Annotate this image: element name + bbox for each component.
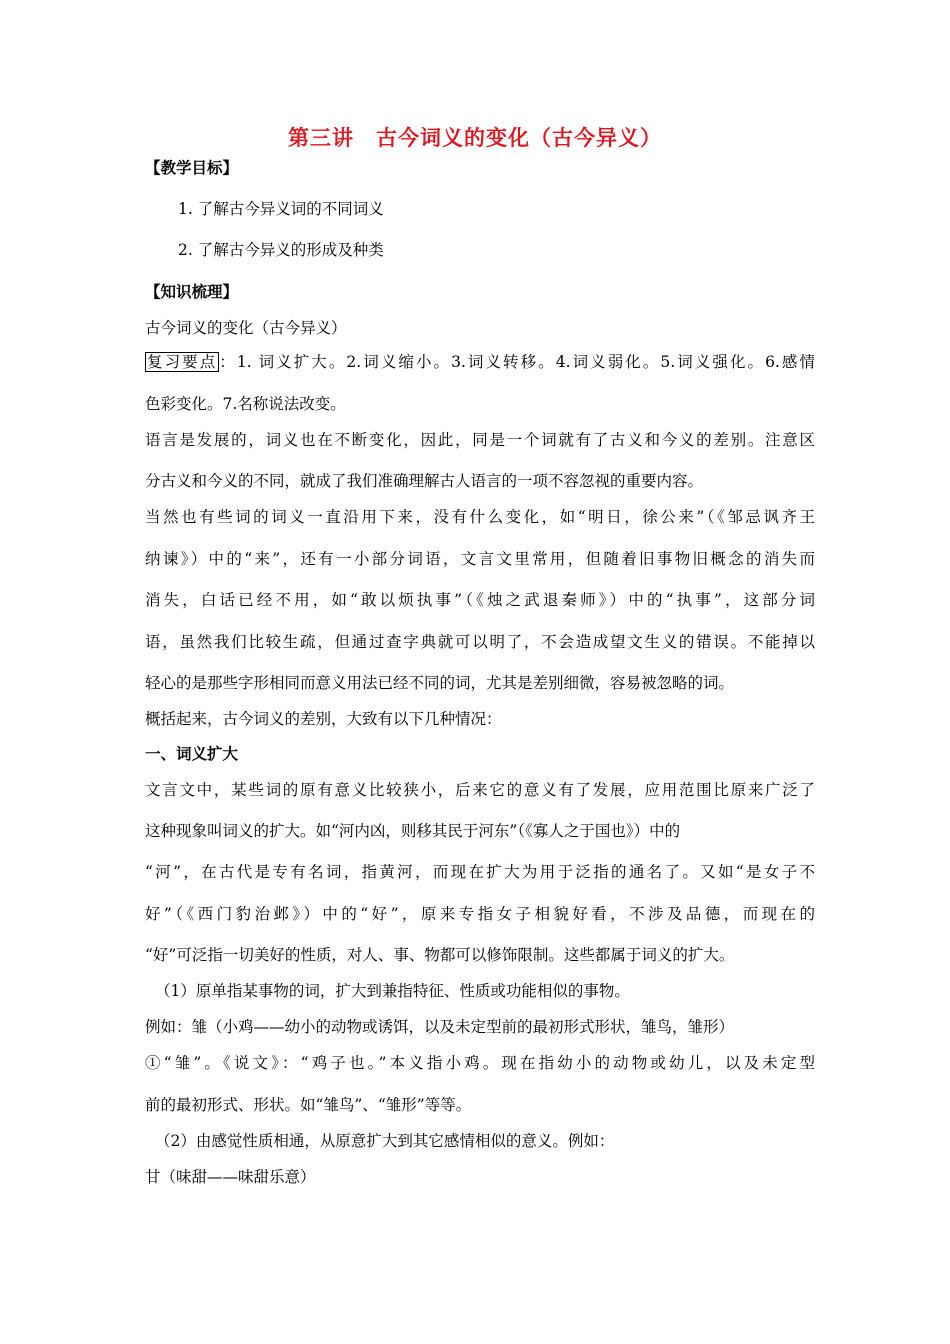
paragraph-line: “河”，在古代是专有名词，指黄河，而现在扩大为用于泛指的通名了。又如“是女子不 bbox=[145, 863, 815, 881]
review-label: 复习要点 bbox=[147, 353, 218, 371]
paragraph-line: 这种现象叫词义的扩大。如“河内凶，则移其民于河东”（《寡人之于国也》）中的 bbox=[145, 822, 681, 840]
example-line: 前的最初形式、形状。如“雏鸟”、“雏形”等等。 bbox=[145, 1096, 472, 1114]
subsection-line: （2）由感觉性质相通，从原意扩大到其它感情相似的意义。例如： bbox=[155, 1132, 615, 1150]
paragraph-line: 轻心的是那些字形相同而意义用法已经不同的词，尤其是差别细微，容易被忽略的词。 bbox=[145, 674, 735, 692]
example-line: ①“雏”。《说文》：“鸡子也。”本义指小鸡。现在指幼小的动物或幼儿，以及未定型 bbox=[145, 1054, 815, 1072]
example-line: 例如：雏（小鸡——幼小的动物或诱饵，以及未定型前的最初形式形状，雏鸟，雏形） bbox=[145, 1018, 735, 1036]
review-line bbox=[145, 352, 815, 372]
paragraph-line: 概括起来，古今词义的差别，大致有以下几种情况： bbox=[145, 710, 502, 728]
subsection-line: （1）原单指某事物的词，扩大到兼指特征、性质或功能相似的事物。 bbox=[155, 982, 630, 1000]
paragraph-line: 语，虽然我们比较生疏，但通过查字典就可以明了，不会造成望文生义的错误。不能掉以 bbox=[145, 633, 815, 651]
paragraph-line: 文言文中，某些词的原有意义比较狭小，后来它的意义有了发展，应用范围比原来广泛了 bbox=[145, 781, 815, 799]
paragraph-line: 纳谏》）中的“来”，还有一小部分词语，文言文里常用，但随着旧事物旧概念的消失而 bbox=[145, 550, 815, 568]
page-title: 第三讲 古今词义的变化（古今异义） bbox=[288, 126, 662, 150]
paragraph-line: 消失，白话已经不用，如“敢以烦执事”（《烛之武退秦师》）中的“执事”，这部分词 bbox=[145, 591, 815, 609]
section-heading: 一、词义扩大 bbox=[145, 745, 239, 763]
review-text: ：1. 词义扩大。2.词义缩小。3.词义转移。4.词义弱化。5.词义强化。6.感情 bbox=[219, 353, 815, 371]
paragraph-line: “好”可泛指一切美好的性质，对人、事、物都可以修饰限制。这些都属于词义的扩大。 bbox=[145, 946, 735, 964]
paragraph-line: 语言是发展的，词义也在不断变化，因此，同是一个词就有了古义和今义的差别。注意区 bbox=[145, 431, 815, 449]
goal-item: 1. 了解古今异义词的不同词义 bbox=[178, 200, 384, 218]
goals-heading: 【教学目标】 bbox=[145, 159, 239, 177]
paragraph-line: 当然也有些词的词义一直沿用下来，没有什么变化，如“明日，徐公来”（《邹忌讽齐王 bbox=[145, 508, 815, 526]
subtitle: 古今词义的变化（古今异义） bbox=[145, 319, 347, 337]
review-line-2: 色彩变化。7.名称说法改变。 bbox=[145, 395, 346, 413]
paragraph-line: 好”（《西门豹治邺》）中的“好”，原来专指女子相貌好看，不涉及品德，而现在的 bbox=[145, 905, 815, 923]
knowledge-heading: 【知识梳理】 bbox=[145, 283, 239, 301]
paragraph-line: 分古义和今义的不同，就成了我们准确理解古人语言的一项不容忽视的重要内容。 bbox=[145, 472, 704, 490]
goal-item: 2. 了解古今异义的形成及种类 bbox=[178, 241, 384, 259]
example-line: 甘（味甜——味甜乐意） bbox=[145, 1168, 316, 1186]
